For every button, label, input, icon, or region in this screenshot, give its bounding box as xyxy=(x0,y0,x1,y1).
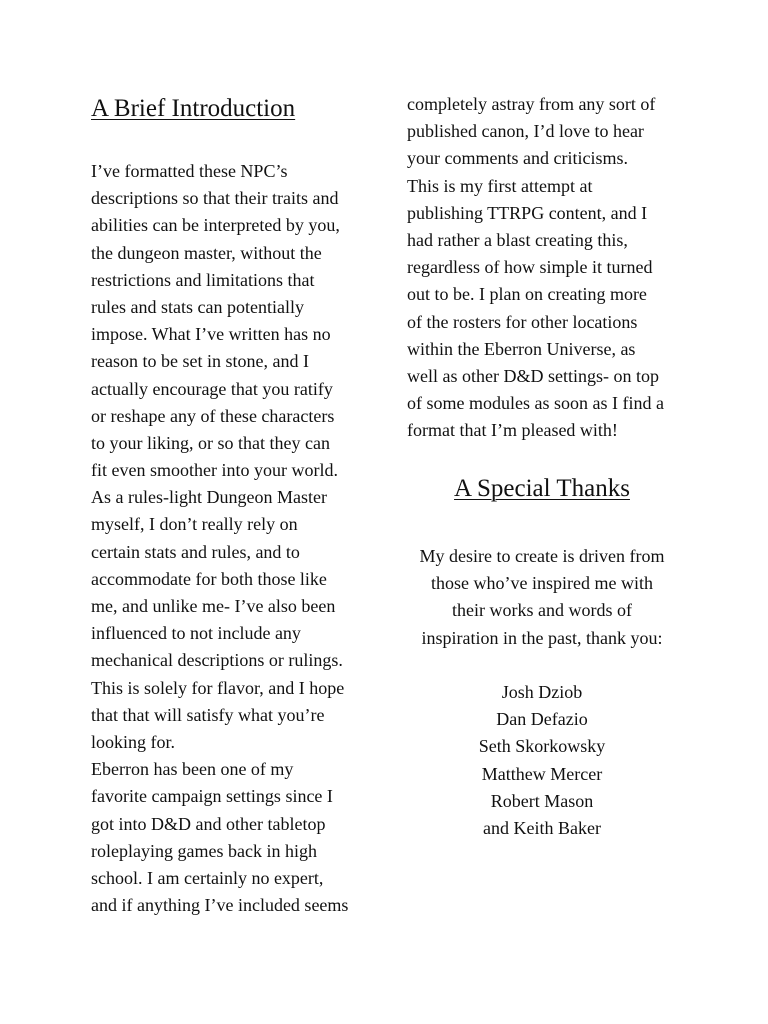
intro-text-line: school. I am certainly no expert, xyxy=(91,867,324,888)
intro-text-line: certain stats and rules, and to xyxy=(91,541,300,562)
thanks-name: Matthew Mercer xyxy=(481,763,603,784)
intro-text-line: publishing TTRPG content, and I xyxy=(407,202,648,223)
intro-text-line: within the Eberron Universe, as xyxy=(407,338,636,359)
intro-text-line: actually encourage that you ratify xyxy=(91,378,333,399)
intro-paragraph xyxy=(91,158,348,919)
intro-text-line: well as other D&D settings- on top xyxy=(407,365,659,386)
intro-text-line: out to be. I plan on creating more xyxy=(407,284,647,305)
thanks-name: Seth Skorkowsky xyxy=(478,736,606,757)
intro-text-line: This is my first attempt at xyxy=(407,175,593,196)
intro-text-line: or reshape any of these characters xyxy=(91,405,335,426)
thanks-paragraph xyxy=(407,543,677,652)
intro-text-line: that that will satisfy what you’re xyxy=(91,704,325,725)
intro-text-line: roleplaying games back in high xyxy=(91,840,317,861)
intro-text-line: published canon, I’d love to hear xyxy=(407,121,644,142)
thanks-name: Dan Defazio xyxy=(496,709,588,730)
intro-text-line: I’ve formatted these NPC’s xyxy=(91,161,288,181)
intro-text-line: fit even smoother into your world. xyxy=(91,460,338,481)
intro-text-line: format that I’m pleased with! xyxy=(407,420,618,441)
intro-text-line: restrictions and limitations that xyxy=(91,269,315,290)
intro-text-line: your comments and criticisms. xyxy=(407,148,628,169)
intro-heading: A Brief Introduction xyxy=(91,95,296,122)
thanks-name: and Keith Baker xyxy=(483,817,601,838)
intro-text-line: favorite campaign settings since I xyxy=(91,786,333,807)
thanks-name-list xyxy=(407,679,677,842)
thanks-text-line: inspiration in the past, thank you: xyxy=(421,627,663,648)
intro-text-line: looking for. xyxy=(91,731,175,752)
intro-text-line: and if anything I’ve included seems xyxy=(91,895,349,916)
intro-text-line: myself, I don’t really rely on xyxy=(91,514,298,535)
intro-text-line: influenced to not include any xyxy=(91,623,301,644)
intro-text-line: reason to be set in stone, and I xyxy=(91,351,309,372)
intro-text-line: the dungeon master, without the xyxy=(91,242,322,263)
intro-text-line: abilities can be interpreted by you, xyxy=(91,215,340,236)
intro-text-line: got into D&D and other tabletop xyxy=(91,813,326,834)
intro-text-line: of some modules as soon as I find a xyxy=(407,393,664,414)
intro-text-line: of the rosters for other locations xyxy=(407,311,638,332)
thanks-text-line: their works and words of xyxy=(452,600,632,621)
thanks-heading: A Special Thanks xyxy=(454,475,630,502)
intro-text-line: As a rules-light Dungeon Master xyxy=(91,487,327,508)
intro-text-line: me, and unlike me- I’ve also been xyxy=(91,596,336,616)
intro-text-line: Eberron has been one of my xyxy=(91,759,294,780)
intro-text-line: regardless of how simple it turned xyxy=(407,257,653,278)
intro-paragraph-continued xyxy=(407,91,664,444)
thanks-text-line: those who’ve inspired me with xyxy=(431,573,653,594)
thanks-name: Josh Dziob xyxy=(501,682,583,702)
thanks-name: Robert Mason xyxy=(490,790,594,811)
intro-text-line: completely astray from any sort of xyxy=(407,94,656,114)
intro-text-line: impose. What I’ve written has no xyxy=(91,324,331,345)
thanks-text-line: My desire to create is driven from xyxy=(419,546,665,566)
intro-text-line: This is solely for flavor, and I hope xyxy=(91,677,345,698)
intro-text-line: descriptions so that their traits and xyxy=(91,188,339,209)
intro-text-line: rules and stats can potentially xyxy=(91,296,304,317)
intro-text-line: to your liking, or so that they can xyxy=(91,432,330,453)
intro-text-line: accommodate for both those like xyxy=(91,568,327,589)
intro-text-line: had rather a blast creating this, xyxy=(407,229,628,250)
intro-text-line: mechanical descriptions or rulings. xyxy=(91,650,343,671)
